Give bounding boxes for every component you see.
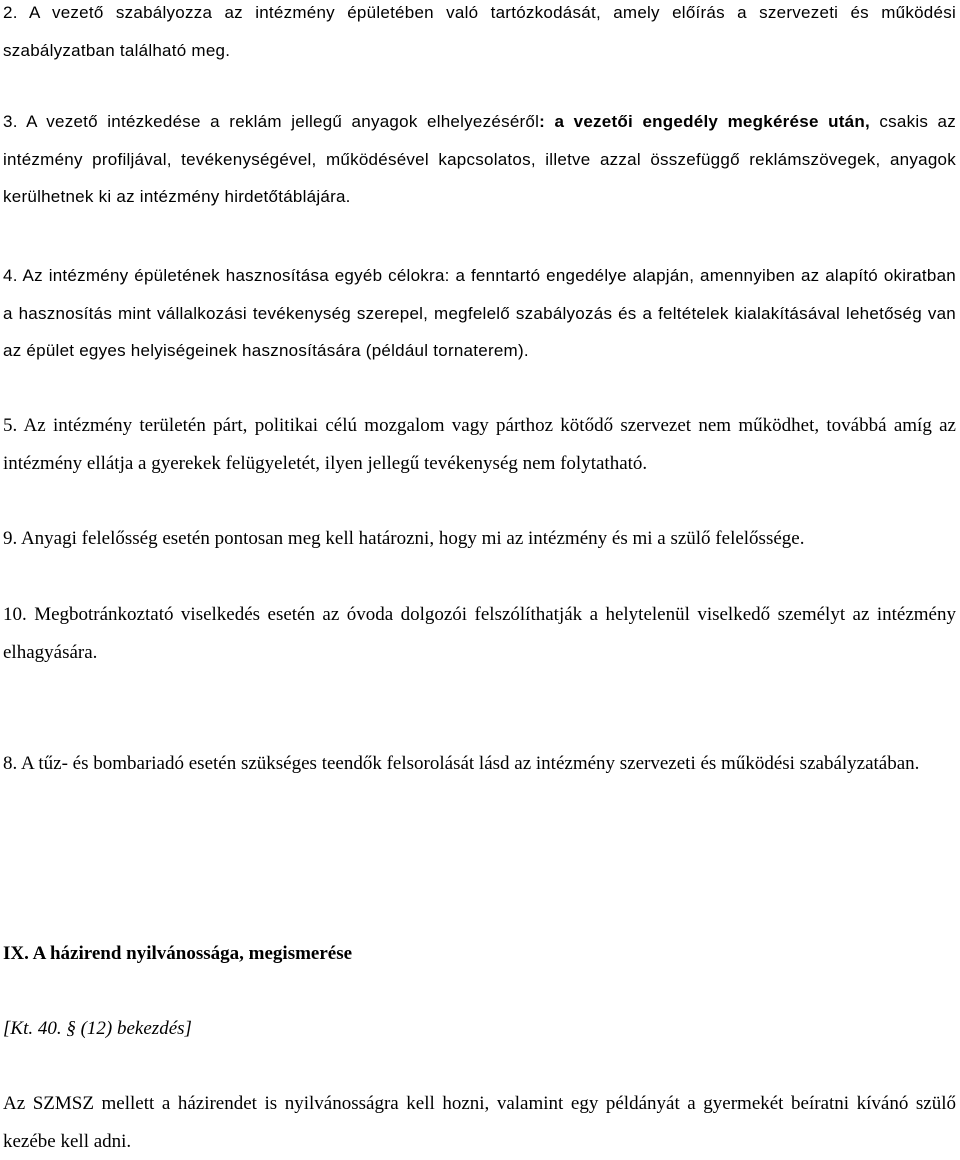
section-body: Az SZMSZ mellett a házirendet is nyilvánosságra kell hozni, valamint egy példányát a gyermekét beíratni kívánó szülő kezébe kell adni.: [3, 1093, 956, 1152]
paragraph-9: 9. Anyagi felelősség esetén pontosan meg kell határozni, hogy mi az intézmény és mi a szülő felelőssége.: [3, 528, 805, 549]
legal-reference: [Kt. 40. § (12) bekezdés]: [3, 1018, 192, 1039]
paragraph-3-text-a: 3. A vezető intézkedése a reklám jellegű anyagok elhelyezéséről: [3, 112, 540, 131]
paragraph-3-text-b: csakis az intézmény profiljával, tevékenységével, működésével kapcsolatos, illetve azzal összefüggő reklámszövegek, anyagok kerülhetnek ki az intézmény hirdetőtáblájára.: [3, 112, 956, 206]
paragraph-3-emphasis: : a vezetői engedély megkérése után,: [539, 112, 870, 131]
paragraph-4-text-b: alapító okiratban a hasznosítás mint vállalkozási tevékenység szerepel, megfelelő szabályozás és a feltételek kialakításával lehetőség van az épület egyes helyiségeinek hasznosítására (például tornaterem).: [3, 266, 957, 360]
paragraph-2: 2. A vezető szabályozza az intézmény épületében való tartózkodását, amely előírás a szervezeti és működési szabályzatban található meg.: [3, 3, 956, 60]
paragraph-10: 10. Megbotránkoztató viselkedés esetén az óvoda dolgozói felszólíthatják a helytelenül viselkedő személyt az intézmény elhagyására.: [3, 604, 956, 663]
paragraph-4-text-a: 4. Az intézmény épületének hasznosítása egyéb célokra: a fenntartó engedélye alapján, amennyiben az: [3, 266, 820, 285]
paragraph-5: 5. Az intézmény területén párt, politikai célú mozgalom vagy párthoz kötődő szervezet nem működhet, továbbá amíg az intézmény ellátja a gyerekek felügyeletét, ilyen jellegű tevékenység nem folytatható.: [3, 415, 956, 474]
section-heading: IX. A házirend nyilvánossága, megismerése: [3, 943, 353, 964]
paragraph-8: 8. A tűz- és bombariadó esetén szükséges teendők felsorolását lásd az intézmény szervezeti és működési szabályzatában.: [3, 753, 920, 774]
paragraph-4: [3, 257, 956, 370]
paragraph-3: [3, 103, 956, 216]
